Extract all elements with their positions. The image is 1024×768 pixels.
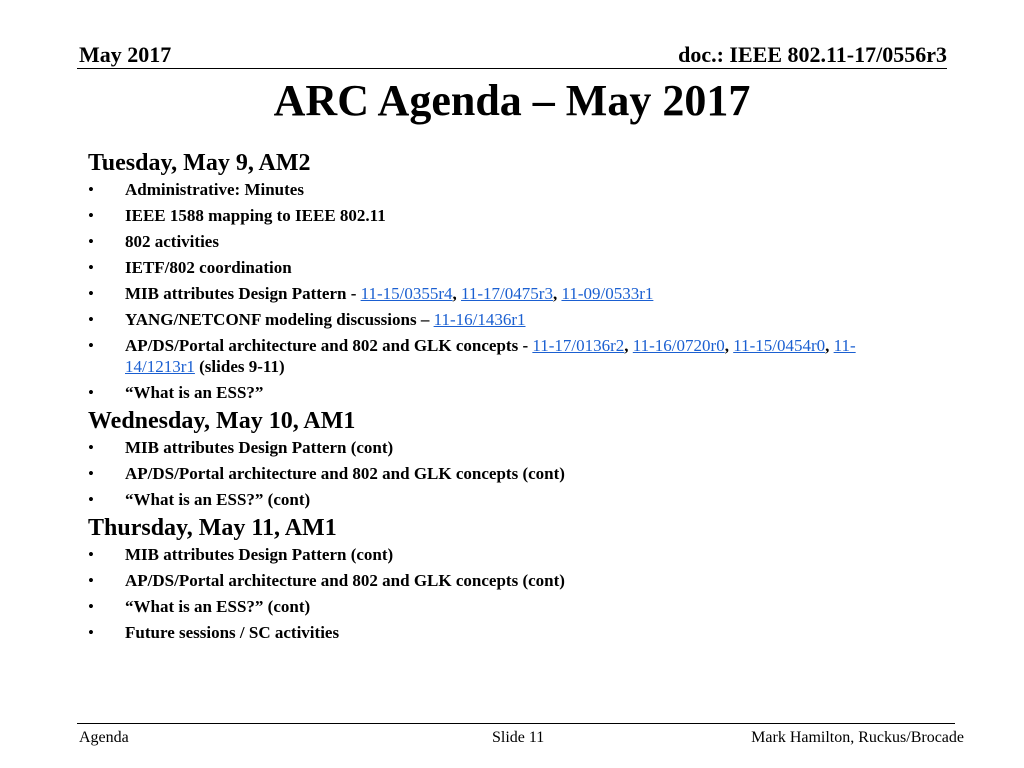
- agenda-item-text: IETF/802 coordination: [125, 258, 292, 277]
- agenda-item-text: 802 activities: [125, 232, 219, 251]
- document-link[interactable]: 11-14/1213r1: [125, 336, 856, 376]
- agenda-item: [88, 257, 888, 278]
- footer-label: Agenda: [79, 729, 129, 746]
- agenda-content: [88, 150, 888, 648]
- agenda-item-text: ,: [452, 284, 462, 303]
- agenda-item: [88, 382, 888, 403]
- agenda-item-text: “What is an ESS?” (cont): [125, 490, 311, 509]
- bullet-icon: •: [88, 571, 94, 590]
- document-link[interactable]: 11-15/0355r4: [360, 284, 453, 303]
- document-link[interactable]: 11-15/0454r0: [733, 336, 826, 355]
- bullet-icon: •: [88, 232, 94, 251]
- agenda-item: [88, 622, 888, 643]
- bullet-icon: •: [88, 310, 94, 329]
- agenda-list: [88, 437, 888, 510]
- agenda-item: [88, 596, 888, 617]
- footer-author: Mark Hamilton, Ruckus/Brocade: [751, 729, 964, 746]
- bullet-icon: •: [88, 180, 94, 199]
- agenda-list: [88, 179, 888, 403]
- agenda-item-text: “What is an ESS?”: [125, 383, 264, 402]
- header-date: May 2017: [79, 42, 172, 67]
- footer-divider: [77, 723, 955, 724]
- bullet-icon: •: [88, 438, 94, 457]
- agenda-item-text: AP/DS/Portal architecture and 802 and GLK concepts -: [125, 336, 533, 355]
- document-link[interactable]: 11-09/0533r1: [561, 284, 654, 303]
- agenda-item: [88, 309, 888, 330]
- agenda-item-text: YANG/NETCONF modeling discussions –: [125, 310, 434, 329]
- agenda-item-text: ,: [825, 336, 834, 355]
- agenda-item-text: ,: [552, 284, 562, 303]
- agenda-item-text: ,: [624, 336, 633, 355]
- agenda-item-text: Administrative: Minutes: [125, 180, 304, 199]
- header-doc-id: doc.: IEEE 802.11-17/0556r3: [678, 42, 947, 67]
- agenda-item-text: Future sessions / SC activities: [125, 623, 340, 642]
- document-link[interactable]: 11-17/0475r3: [461, 284, 553, 303]
- agenda-item-text: MIB attributes Design Pattern (cont): [125, 545, 394, 564]
- agenda-item: [88, 283, 888, 304]
- agenda-item: [88, 205, 888, 226]
- document-link[interactable]: 11-17/0136r2: [532, 336, 625, 355]
- document-link[interactable]: 11-16/1436r1: [433, 310, 526, 329]
- agenda-item: [88, 335, 888, 377]
- bullet-icon: •: [88, 464, 94, 483]
- bullet-icon: •: [88, 545, 94, 564]
- agenda-item: [88, 231, 888, 252]
- agenda-item: [88, 437, 888, 458]
- bullet-icon: •: [88, 597, 94, 616]
- header-divider: [77, 68, 947, 69]
- agenda-item: [88, 489, 888, 510]
- bullet-icon: •: [88, 258, 94, 277]
- agenda-item-text: IEEE 1588 mapping to IEEE 802.11: [125, 206, 386, 225]
- agenda-item: [88, 544, 888, 565]
- section-heading: Tuesday, May 9, AM2: [88, 150, 311, 176]
- agenda-item: [88, 463, 888, 484]
- agenda-item-text: MIB attributes Design Pattern -: [125, 284, 361, 303]
- slide-title: ARC Agenda – May 2017: [273, 76, 751, 125]
- bullet-icon: •: [88, 383, 94, 402]
- agenda-item-text: (slides 9-11): [194, 357, 285, 376]
- bullet-icon: •: [88, 490, 94, 509]
- agenda-item: [88, 570, 888, 591]
- bullet-icon: •: [88, 623, 94, 642]
- agenda-item-text: AP/DS/Portal architecture and 802 and GLK concepts (cont): [125, 571, 565, 590]
- agenda-item-text: “What is an ESS?” (cont): [125, 597, 311, 616]
- bullet-icon: •: [88, 206, 94, 225]
- document-link[interactable]: 11-16/0720r0: [632, 336, 725, 355]
- agenda-item-text: MIB attributes Design Pattern (cont): [125, 438, 394, 457]
- section-heading: Thursday, May 11, AM1: [88, 515, 337, 541]
- bullet-icon: •: [88, 284, 94, 303]
- bullet-icon: •: [88, 336, 94, 355]
- agenda-item: [88, 179, 888, 200]
- agenda-item-text: AP/DS/Portal architecture and 802 and GLK concepts (cont): [125, 464, 565, 483]
- agenda-list: [88, 544, 888, 643]
- slide-number: Slide 11: [492, 729, 545, 746]
- section-heading: Wednesday, May 10, AM1: [88, 408, 356, 434]
- agenda-item-text: ,: [724, 336, 734, 355]
